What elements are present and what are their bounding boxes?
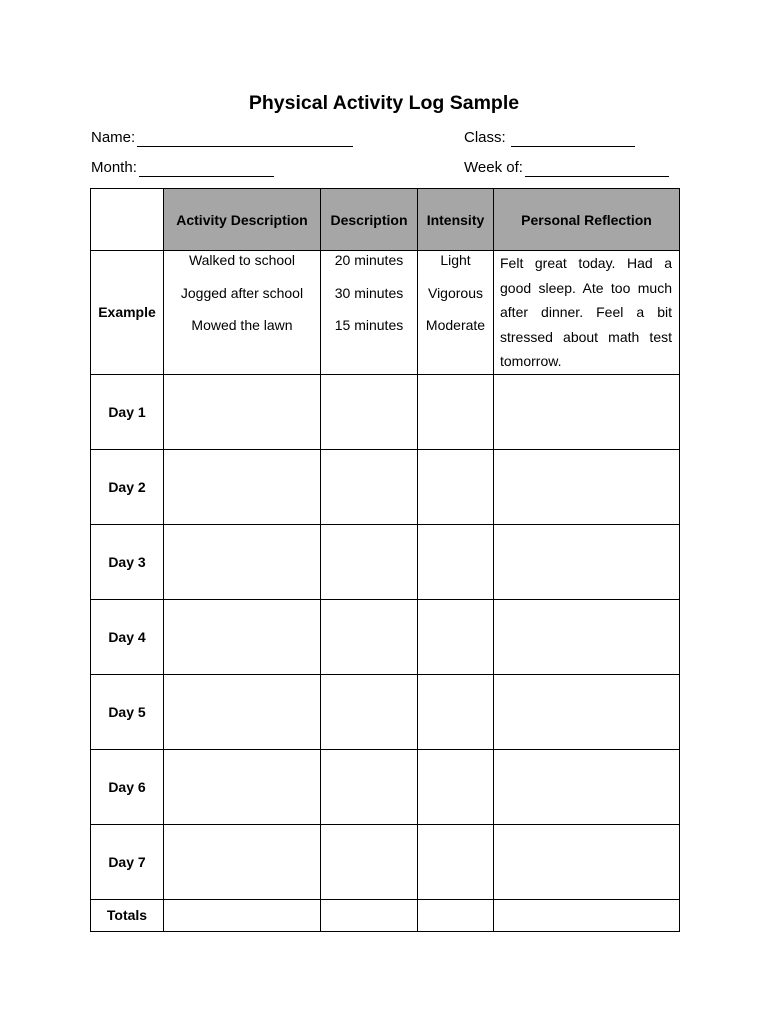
day-label: Day 5 — [91, 674, 164, 749]
day-label: Day 3 — [91, 524, 164, 599]
day-row — [91, 824, 680, 899]
description-cell[interactable] — [321, 824, 418, 899]
day-label: Day 2 — [91, 449, 164, 524]
intensity-cell[interactable] — [418, 449, 494, 524]
totals-reflection-cell[interactable] — [494, 899, 680, 931]
day-label: Day 7 — [91, 824, 164, 899]
month-blank-line[interactable] — [139, 160, 274, 177]
week-of-label: Week of: — [464, 159, 523, 176]
description-cell[interactable] — [321, 524, 418, 599]
totals-intensity-cell[interactable] — [418, 899, 494, 931]
activity-cell[interactable] — [164, 374, 321, 449]
totals-row — [91, 899, 680, 931]
intensity-cell[interactable] — [418, 374, 494, 449]
example-row — [91, 251, 680, 375]
reflection-cell[interactable] — [494, 524, 680, 599]
activity-cell[interactable] — [164, 674, 321, 749]
day-label: Day 6 — [91, 749, 164, 824]
name-label: Name: — [91, 129, 136, 146]
activity-cell[interactable] — [164, 749, 321, 824]
example-label: Example — [91, 251, 164, 375]
day-label: Day 1 — [91, 374, 164, 449]
reflection-cell[interactable] — [494, 674, 680, 749]
example-reflection: Felt great today. Had a good sleep. Ate too much after dinner. Feel a bit stressed about math test tomorrow. — [494, 251, 680, 375]
description-cell[interactable] — [321, 599, 418, 674]
intensity-cell[interactable] — [418, 674, 494, 749]
activity-cell[interactable] — [164, 599, 321, 674]
name-blank-line[interactable] — [137, 130, 353, 147]
page-title: Physical Activity Log Sample — [248, 92, 520, 114]
intensity-cell[interactable] — [418, 749, 494, 824]
day-row — [91, 524, 680, 599]
example-duration: 30 minutes — [334, 284, 404, 301]
activity-log-table — [90, 188, 680, 932]
header-intensity: Intensity — [418, 189, 494, 251]
description-cell[interactable] — [321, 674, 418, 749]
day-row — [91, 449, 680, 524]
week-blank-line[interactable] — [525, 160, 669, 177]
header-activity-description: Activity Description — [164, 189, 321, 251]
month-label: Month: — [91, 159, 137, 176]
example-intensity: Moderate — [425, 317, 486, 333]
class-blank-line[interactable] — [511, 130, 635, 147]
example-duration: 15 minutes — [334, 317, 404, 333]
example-intensity: Light — [440, 252, 471, 268]
description-cell[interactable] — [321, 749, 418, 824]
week-field[interactable] — [464, 159, 669, 177]
name-field[interactable] — [91, 129, 353, 147]
header-personal-reflection: Personal Reflection — [494, 189, 680, 251]
reflection-cell[interactable] — [494, 599, 680, 674]
class-label: Class: — [464, 129, 506, 146]
intensity-cell[interactable] — [418, 599, 494, 674]
day-row — [91, 374, 680, 449]
day-row — [91, 674, 680, 749]
activity-cell[interactable] — [164, 449, 321, 524]
header-row — [91, 189, 680, 251]
description-cell[interactable] — [321, 449, 418, 524]
reflection-cell[interactable] — [494, 824, 680, 899]
description-cell[interactable] — [321, 374, 418, 449]
reflection-cell[interactable] — [494, 749, 680, 824]
totals-description-cell[interactable] — [321, 899, 418, 931]
totals-label: Totals — [91, 899, 164, 931]
intensity-cell[interactable] — [418, 824, 494, 899]
example-activity: Mowed the lawn — [191, 317, 293, 333]
header-empty-cell — [91, 189, 164, 251]
day-row — [91, 749, 680, 824]
example-activity: Walked to school — [188, 252, 296, 268]
day-row — [91, 599, 680, 674]
example-activities-cell — [164, 251, 321, 375]
header-description: Description — [321, 189, 418, 251]
activity-cell[interactable] — [164, 824, 321, 899]
month-field[interactable] — [91, 159, 274, 177]
intensity-cell[interactable] — [418, 524, 494, 599]
example-activity: Jogged after school — [180, 284, 304, 301]
class-field[interactable] — [464, 129, 635, 147]
example-intensities-cell — [418, 251, 494, 375]
example-duration: 20 minutes — [334, 252, 404, 268]
activity-cell[interactable] — [164, 524, 321, 599]
reflection-cell[interactable] — [494, 449, 680, 524]
day-label: Day 4 — [91, 599, 164, 674]
reflection-cell[interactable] — [494, 374, 680, 449]
example-intensity: Vigorous — [427, 284, 483, 301]
example-durations-cell — [321, 251, 418, 375]
totals-activity-cell[interactable] — [164, 899, 321, 931]
